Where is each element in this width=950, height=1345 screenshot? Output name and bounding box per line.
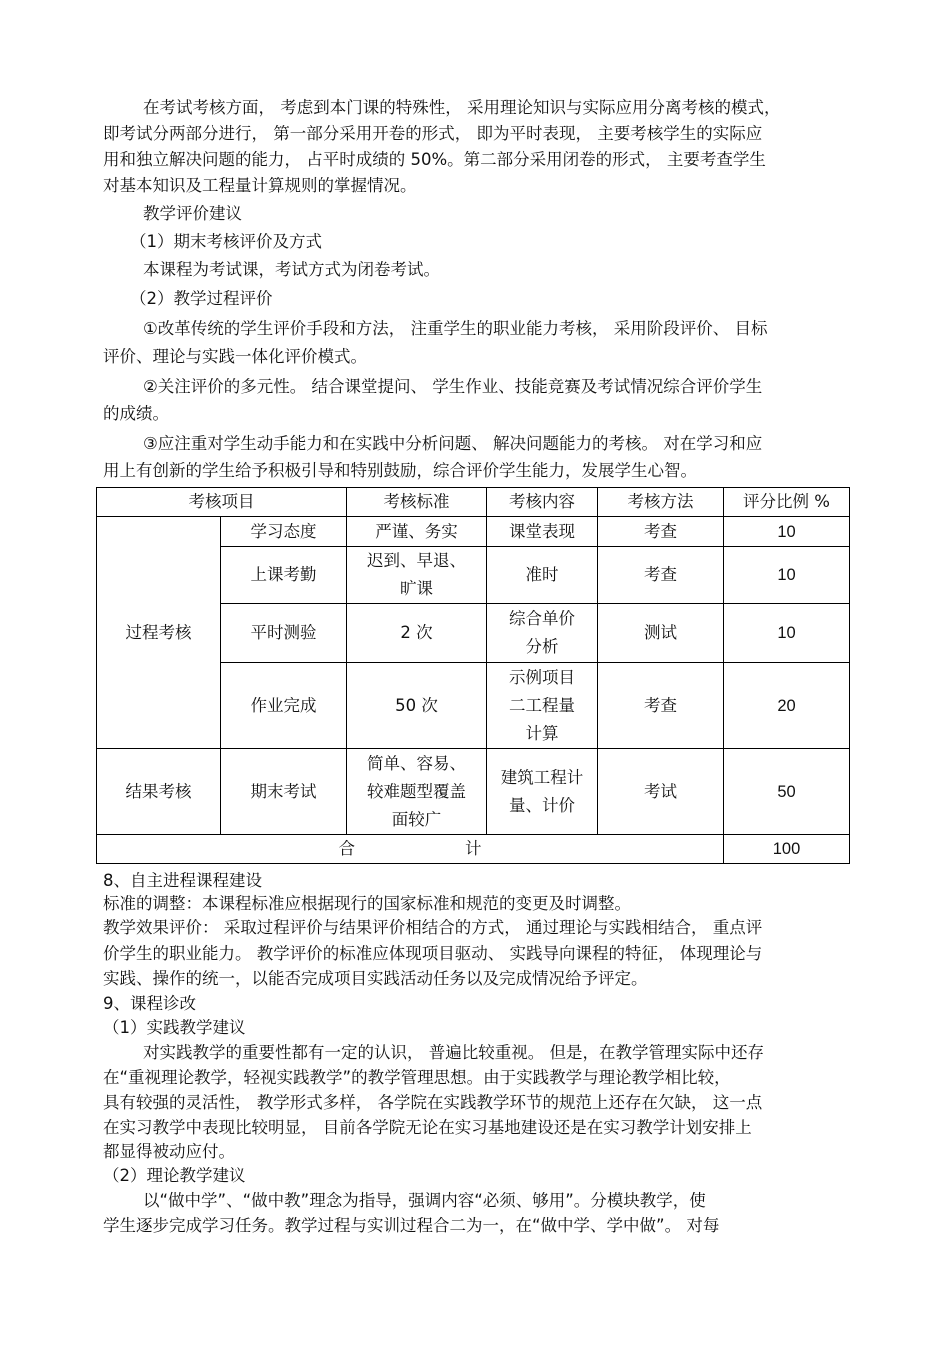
header-cell: 考核内容 (487, 488, 598, 517)
paragraph-line: 对实践教学的重要性都有一定的认识， 普遍比较重视。 但是，在教学管理实际中还存 (143, 1043, 764, 1062)
ratio-cell: 50 (724, 749, 850, 835)
method-cell: 考查 (598, 517, 724, 547)
total-label-left: 合 (338, 839, 355, 858)
paragraph-line: ③应注重对学生动手能力和在实践中分析问题、 解决问题能力的考核。 对在学习和应 (143, 434, 763, 453)
standard-cell: 简单、容易、较难题型覆盖面较广 (347, 749, 487, 835)
header-cell: 评分比例 % (724, 488, 850, 517)
item-cell: 平时测验 (221, 604, 347, 663)
section-heading: 8、自主进程课程建设 (103, 871, 262, 890)
table-row (97, 749, 850, 835)
ratio-cell: 10 (724, 547, 850, 604)
header-cell: 考核标准 (347, 488, 487, 517)
paragraph-line: 评价、理论与实践一体化评价模式。 (103, 347, 367, 366)
paragraph-line: ②关注评价的多元性。 结合课堂提问、 学生作业、技能竞赛及考试情况综合评价学生 (143, 377, 763, 396)
content-cell: 示例项目二工程量计算 (487, 663, 598, 749)
assessment-table (96, 487, 850, 864)
paragraph-line: 都显得被动应付。 (103, 1142, 235, 1161)
ratio-cell: 10 (724, 517, 850, 547)
category-cell: 过程考核 (97, 517, 221, 749)
paragraph-line: 学生逐步完成学习任务。教学过程与实训过程合二为一，在“做中学、学中做”。 对每 (103, 1216, 720, 1235)
content-cell: 建筑工程计量、计价 (487, 749, 598, 835)
paragraph-line: 用和独立解决问题的能力， 占平时成绩的 50%。第二部分采用闭卷的形式， 主要考查学生 (103, 150, 766, 169)
item-cell: 学习态度 (221, 517, 347, 547)
paragraph-line: 的成绩。 (103, 404, 169, 423)
paragraph-line: 在实习教学中表现比较明显， 目前各学院无论在实习基地建设还是在实习教学计划安排上 (103, 1118, 752, 1137)
header-cell: 考核方法 (598, 488, 724, 517)
paragraph-line: 在考试考核方面， 考虑到本门课的特殊性， 采用理论知识与实际应用分离考核的模式， (143, 98, 781, 117)
item-cell: 期末考试 (221, 749, 347, 835)
header-cell: 考核项目 (97, 488, 347, 517)
paragraph-line: 标准的调整：本课程标准应根据现行的国家标准和规范的变更及时调整。 (103, 894, 631, 913)
content-cell: 准时 (487, 547, 598, 604)
paragraph-line: 用上有创新的学生给予积极引导和特别鼓励，综合评价学生能力，发展学生心智。 (103, 461, 697, 480)
table-header-row (97, 488, 850, 517)
paragraph-line: 具有较强的灵活性， 教学形式多样， 各学院在实践教学环节的规范上还存在欠缺， 这一点 (103, 1093, 763, 1112)
total-value-cell: 100 (724, 835, 850, 864)
table-row (97, 517, 850, 547)
standard-cell: 2 次 (347, 604, 487, 663)
subsection-heading: （2）教学过程评价 (130, 289, 273, 308)
standard-cell: 严谨、务实 (347, 517, 487, 547)
paragraph-line: 以“做中学”、“做中教”理念为指导，强调内容“必须、够用”。分模块教学，使 (143, 1191, 706, 1210)
paragraph-line: 在“重视理论教学，轻视实践教学”的教学管理思想。由于实践教学与理论教学相比较， (103, 1068, 731, 1087)
paragraph-line: ①改革传统的学生评价手段和方法， 注重学生的职业能力考核， 采用阶段评价、 目标 (143, 319, 768, 338)
method-cell: 考试 (598, 749, 724, 835)
subsection-heading: （1）实践教学建议 (103, 1018, 246, 1037)
total-row (97, 835, 850, 864)
paragraph-line: 本课程为考试课，考试方式为闭卷考试。 (143, 260, 440, 279)
paragraph-line: 教学效果评价： 采取过程评价与结果评价相结合的方式， 通过理论与实践相结合， 重点评 (103, 918, 763, 937)
paragraph-line: 即考试分两部分进行， 第一部分采用开卷的形式， 即为平时表现， 主要考核学生的实际应 (103, 124, 763, 143)
paragraph-line: 价学生的职业能力。 教学评价的标准应体现项目驱动、 实践导向课程的特征， 体现理论与 (103, 944, 763, 963)
standard-cell: 迟到、早退、旷课 (347, 547, 487, 604)
section-heading: 9、课程诊改 (103, 994, 196, 1013)
paragraph-line: 实践、操作的统一，以能否完成项目实践活动任务以及完成情况给予评定。 (103, 969, 648, 988)
content-cell: 课堂表现 (487, 517, 598, 547)
subsection-heading: （2）理论教学建议 (103, 1166, 246, 1185)
category-cell: 结果考核 (97, 749, 221, 835)
subsection-heading: （1）期末考核评价及方式 (130, 232, 322, 251)
standard-cell: 50 次 (347, 663, 487, 749)
method-cell: 考查 (598, 663, 724, 749)
item-cell: 作业完成 (221, 663, 347, 749)
ratio-cell: 20 (724, 663, 850, 749)
total-label-cell (97, 835, 724, 864)
method-cell: 测试 (598, 604, 724, 663)
section-heading: 教学评价建议 (143, 204, 242, 223)
content-cell: 综合单价分析 (487, 604, 598, 663)
total-label-right: 计 (465, 839, 482, 858)
ratio-cell: 10 (724, 604, 850, 663)
method-cell: 考查 (598, 547, 724, 604)
item-cell: 上课考勤 (221, 547, 347, 604)
paragraph-line: 对基本知识及工程量计算规则的掌握情况。 (103, 176, 417, 195)
